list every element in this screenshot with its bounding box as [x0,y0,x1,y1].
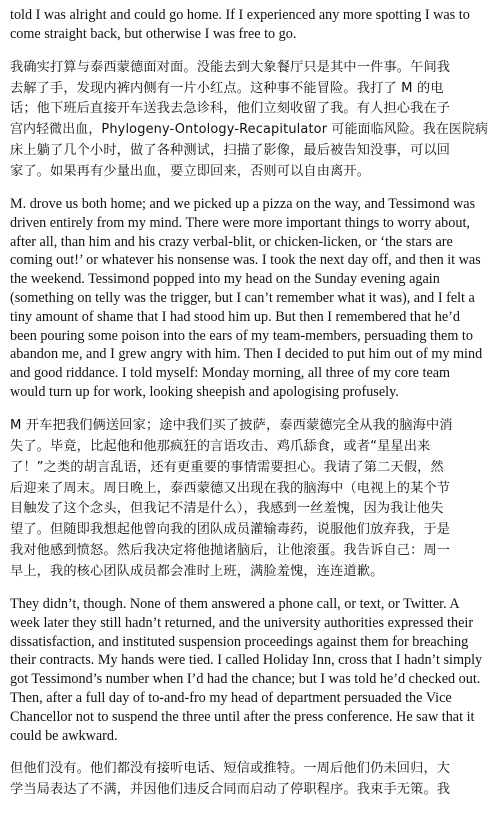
paragraph-zh-3 [10,759,490,801]
text-line: M 开车把我们俩送回家；途中我们买了披萨，泰西蒙德完全从我的脑海中消 [10,417,453,433]
text-line: their contracts. My hands were tied. I called Holiday Inn, cross that I hadn’t simply [10,652,483,669]
text-line: driven entirely from my mind. There were more important things to worry about, [10,214,470,231]
text-line: 我对他感到愤怒。然后我决定将他抛诸脑后，让他滚蛋。我告诉自己：周一 [10,543,451,559]
text-line: 去解了手，发现内裤内侧有一片小红点。这种事不能冒险。我打了 M 的电 [10,80,444,96]
text-line: 望了。但随即我想起他曾向我的团队成员灌输毒药，说服他们放弃我，于是 [10,522,451,538]
text-line: dissatisfaction, and instituted suspension proceedings against them for breaching [10,633,469,650]
text-line: after all, than him and his crazy verbal-blit, or chicken-licken, or ‘the stars are [10,233,453,250]
paragraph-zh-2 [10,416,490,583]
text-line: 学当局表达了不满，并因他们违反合同而启动了停职程序。我束手无策。我 [10,782,451,798]
text-line: would turn up for work, looking sheepish and apologising profusely. [10,384,399,400]
text-line: could be awkward. [10,727,118,744]
text-line: Then, after a full day of to-and-fro my head of department persuaded the Vice [10,690,452,707]
paragraph-zh-1 [10,58,490,183]
text-line: 家了。如果再有少量出血，要立即回来，否则可以自由离开。 [10,164,371,180]
text-line: 话；他下班后直接开车送我去急诊科，他们立刻收留了我。有人担心我在子 [10,101,451,117]
text-line: the weekend. Tessimond popped into my head on the Sunday evening again [10,271,440,288]
text-line: 目触发了这个念头，但我记不清是什么），我感到一丝羞愧，因为我让他失 [10,501,444,517]
text-line: They didn’t, though. None of them answered a phone call, or text, or Twitter. A [10,596,460,613]
text-line: (something on telly was the trigger, but I can’t remember what it was), and I felt a [10,290,475,307]
text-line: tiny amount of shame that I had stood him up. But then I remembered that he’d [10,308,460,325]
paragraph-en-1 [10,6,490,44]
text-line: coming out!’ or whatever his nonsense was. I took the next day off, and then it was [10,252,481,269]
text-line: 我确实打算与泰西蒙德面对面。没能去到大象餐厅只是其中一件事。午间我 [10,59,451,75]
paragraph-en-2 [10,195,490,402]
paragraph-en-3 [10,595,490,745]
text-line: 了！”之类的胡言乱语，还有更重要的事情需要担心。我请了第二天假，然 [10,459,444,475]
text-line: got Tessimond’s number when I’d had the chance; but I was told he’d checked out. [10,671,481,688]
text-line: week later they still hadn’t returned, and the university authorities expressed their [10,614,474,631]
text-line: abandon me, and I grew angry with him. Then I decided to put him out of my mind [10,346,483,363]
text-line: told I was alright and could go home. If I experienced any more spotting I was to [10,7,470,23]
text-line: 但他们没有。他们都没有接听电话、短信或推特。一周后他们仍未回归，大 [10,761,451,777]
text-line: 早上，我的核心团队成员都会准时上班，满脸羞愧，连连道歉。 [10,564,384,580]
text-line: and good riddance. I told myself: Monday morning, all three of my core team [10,365,451,382]
text-line: 床上躺了几个小时，做了各种测试，扫描了影像，最后被告知没事，可以回 [10,143,451,159]
text-line: 后迎来了周末。周日晚上，泰西蒙德又出现在我的脑海中（电视上的某个节 [10,480,451,496]
text-line: been pouring some poison into the ears of my team-members, persuading them to [10,327,473,344]
text-line: come straight back, but otherwise I was free to go. [10,25,297,42]
text-line: 失了。毕竟，比起他和他那疯狂的言语攻击、鸡爪舔食，或者“星星出来 [10,438,431,454]
text-line: Chancellor not to suspend the three until after the press conference. He saw that it [10,708,475,725]
document-body [10,6,490,813]
text-line: 宫内轻微出血，Phylogeny-Ontology-Recapitulator 可能面临风险。我在医院病 [10,122,489,138]
text-line: M. drove us both home; and we picked up a pizza on the way, and Tessimond was [10,196,476,213]
